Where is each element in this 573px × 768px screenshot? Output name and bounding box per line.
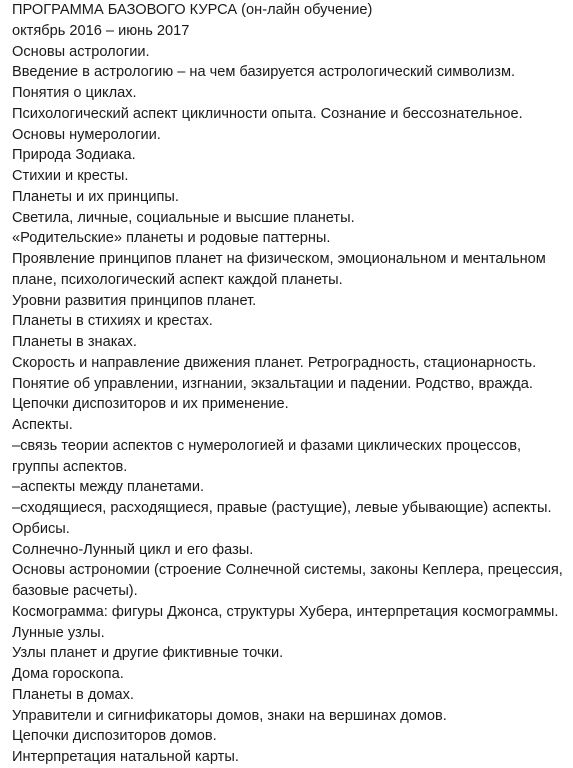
- program-line: –аспекты между планетами.: [12, 479, 205, 496]
- document-dates: октябрь 2016 – июнь 2017: [12, 22, 190, 39]
- program-line: Аспекты.: [12, 417, 73, 433]
- program-line: Стихии и кресты.: [12, 168, 129, 184]
- program-line: Понятия о циклах.: [12, 85, 137, 101]
- program-line: Узлы планет и другие фиктивные точки.: [12, 645, 284, 662]
- program-line: Космограмма: фигуры Джонса, структуры Хубера, интерпретация космограммы.: [12, 603, 559, 620]
- program-line: базовые расчеты).: [12, 583, 138, 599]
- program-line: Орбисы.: [12, 520, 70, 537]
- program-line: Дома гороскопа.: [12, 666, 124, 682]
- program-line: «Родительские» планеты и родовые паттерны.: [12, 230, 331, 247]
- program-line: Солнечно-Лунный цикл и его фазы.: [12, 541, 254, 558]
- program-line: Введение в астрологию – на чем базируется астрологический символизм.: [12, 64, 516, 81]
- program-line: плане, психологический аспект каждой планеты.: [12, 271, 343, 288]
- program-line: Светила, личные, социальные и высшие планеты.: [12, 209, 355, 226]
- program-line: Планеты в знаках.: [12, 334, 137, 350]
- program-line: Лунные узлы.: [12, 624, 105, 641]
- program-line: Понятие об управлении, изгнании, экзальтации и падении. Родство, вражда.: [12, 375, 533, 392]
- program-line: Цепочки диспозиторов и их применение.: [12, 396, 289, 413]
- document-title: ПРОГРАММА БАЗОВОГО КУРСА (он-лайн обучение): [12, 2, 373, 18]
- program-line: –сходящиеся, расходящиеся, правые (растущие), левые убывающие) аспекты.: [12, 500, 552, 516]
- program-line: Основы астрологии.: [12, 43, 150, 60]
- program-line: Интерпретация натальной карты.: [12, 749, 239, 765]
- program-line: Планеты и их принципы.: [12, 188, 179, 205]
- program-line: Управители и сигнификаторы домов, знаки на вершинах домов.: [12, 707, 447, 724]
- program-line: Планеты в домах.: [12, 686, 134, 703]
- program-line: Скорость и направление движения планет. Ретроградность, стационарность.: [12, 354, 537, 371]
- program-line: Планеты в стихиях и крестах.: [12, 313, 213, 330]
- program-line: Проявление принципов планет на физическом, эмоциональном и ментальном: [12, 251, 546, 267]
- program-line: группы аспектов.: [12, 458, 128, 475]
- program-line: Основы нумерологии.: [12, 126, 161, 143]
- program-line: Основы астрономии (строение Солнечной системы, законы Кеплера, прецессия,: [12, 562, 563, 579]
- program-line: Природа Зодиака.: [12, 147, 136, 164]
- program-line: Цепочки диспозиторов домов.: [12, 728, 217, 745]
- program-line: –связь теории аспектов с нумерологией и фазами циклических процессов,: [12, 437, 522, 454]
- program-line: Уровни развития принципов планет.: [12, 292, 257, 309]
- program-line: Психологический аспект цикличности опыта. Сознание и бессознательное.: [12, 105, 523, 122]
